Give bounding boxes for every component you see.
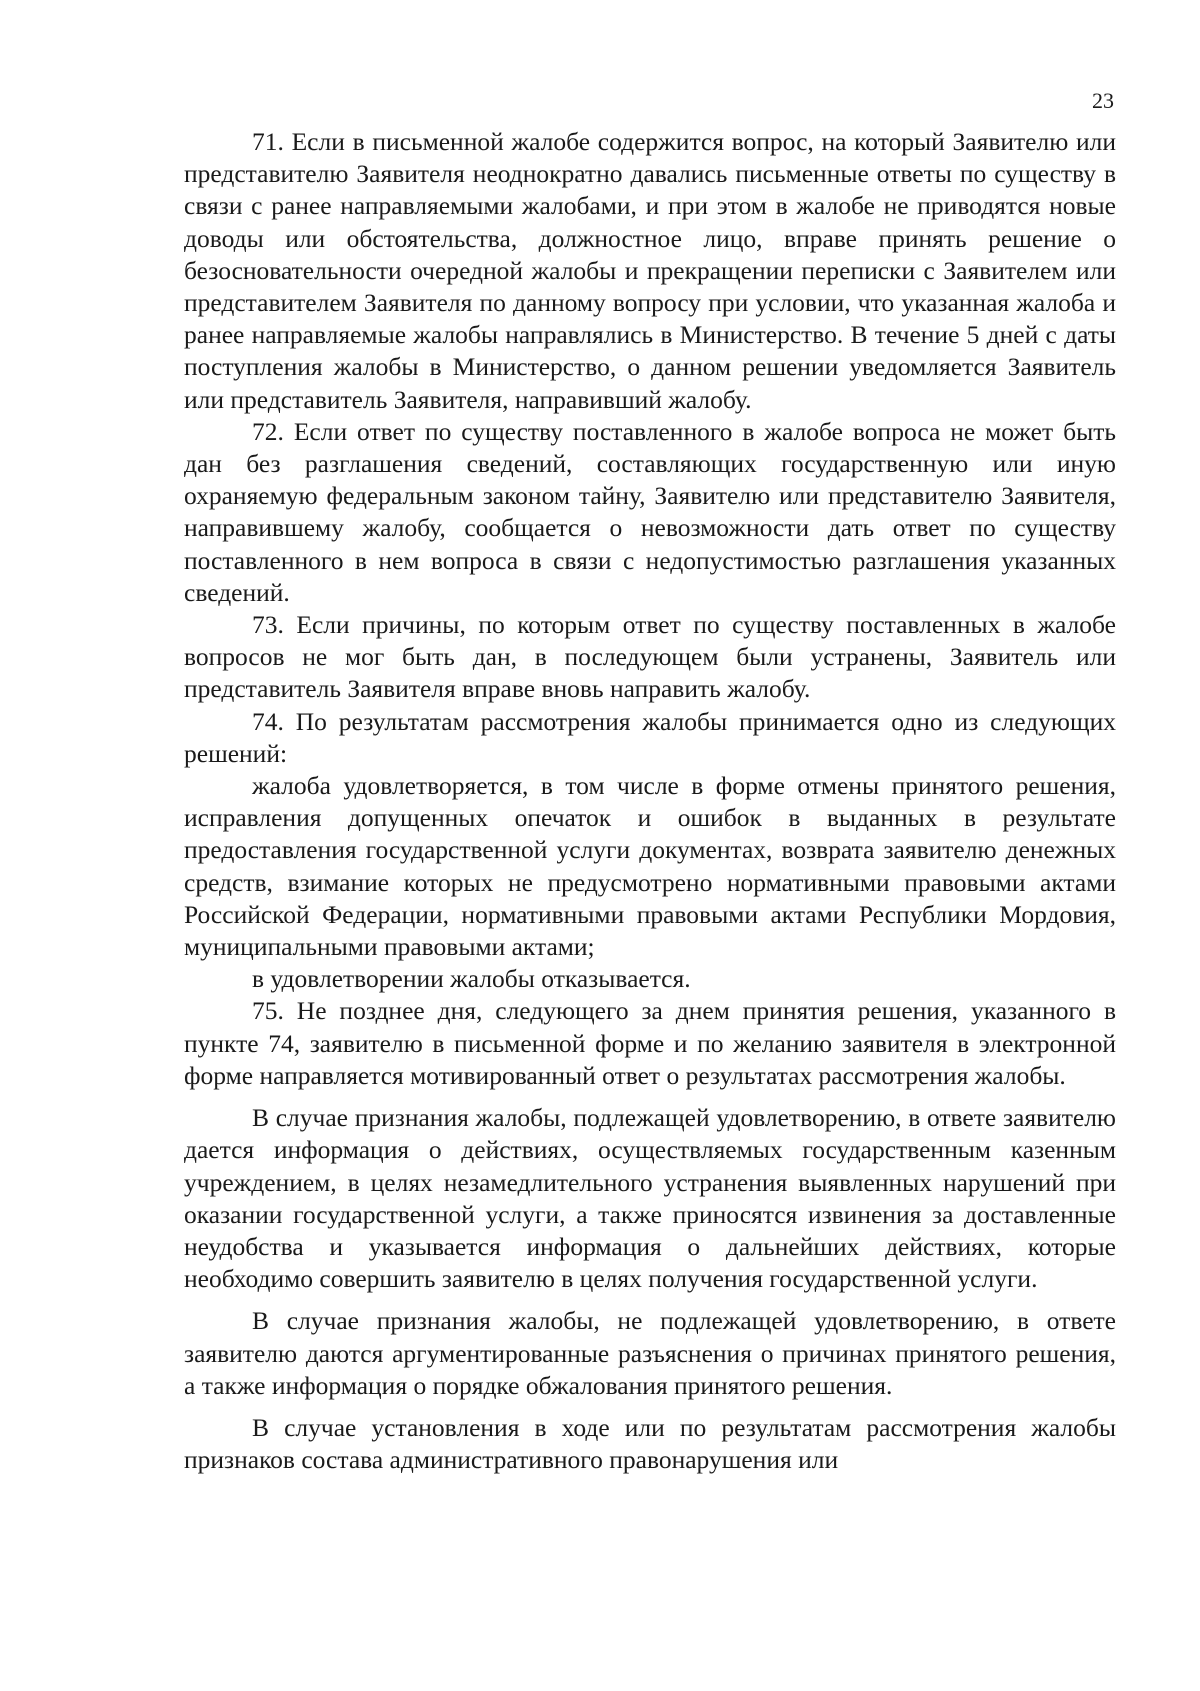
paragraph-violation-case: В случае установления в ходе или по результатам рассмотрения жалобы признаков состава административного правонарушения или [184, 1412, 1116, 1475]
paragraph-73: 73. Если причины, по которым ответ по существу поставленных в жалобе вопросов не мог быть дан, в последующем были устранены, Заявитель или представитель Заявителя вправе вновь направить жалобу. [184, 610, 1116, 704]
document-body [184, 126, 1116, 1476]
paragraph-74: 74. По результатам рассмотрения жалобы принимается одно из следующих решений: [184, 706, 1116, 768]
paragraph-satisfied-case: В случае признания жалобы, подлежащей удовлетворению, в ответе заявителю дается информация о действиях, осуществляемых государственным казенным учреждением, в целях незамедлительного устранения выявленных нарушений при оказании государственной услуги, а также приносятся извинения за доставленные неудобства и указывается информация о дальнейших действиях, которые необходимо совершить заявителю в целях получения государственной услуги. [184, 1103, 1116, 1294]
paragraph-72: 72. Если ответ по существу поставленного в жалобе вопроса не может быть дан без разглашения сведений, составляющих государственную или иную охраняемую федеральным законом тайну, Заявителю или представителю Заявителя, направившему жалобу, сообщается о невозможности дать ответ по существу поставленного в нем вопроса в связи с недопустимостью разглашения указанных сведений. [184, 416, 1116, 607]
paragraph-unsatisfied-case: В случае признания жалобы, не подлежащей удовлетворению, в ответе заявителю даются аргументированные разъяснения о причинах принятого решения, а также информация о порядке обжалования принятого решения. [184, 1306, 1116, 1400]
paragraph-74-decision-refuse: в удовлетворении жалобы отказывается. [252, 964, 691, 994]
page-number: 23 [1092, 88, 1114, 113]
paragraph-75: 75. Не позднее дня, следующего за днем принятия решения, указанного в пункте 74, заявителю в письменной форме и по желанию заявителя в электронной форме направляется мотивированный ответ о результатах рассмотрения жалобы. [184, 996, 1116, 1090]
paragraph-74-decision-satisfy: жалоба удовлетворяется, в том числе в форме отмены принятого решения, исправления допущенных опечаток и ошибок в выданных в результате предоставления государственной услуги документах, возврата заявителю денежных средств, взимание которых не предусмотрено нормативными правовыми актами Российской Федерации, нормативными правовыми актами Республики Мордовия, муниципальными правовыми актами; [184, 771, 1116, 962]
paragraph-71: 71. Если в письменной жалобе содержится вопрос, на который Заявителю или представителю Заявителя неоднократно давались письменные ответы по существу в связи с ранее направляемыми жалобами, и при этом в жалобе не приводятся новые доводы или обстоятельства, должностное лицо, вправе принять решение о безосновательности очередной жалобы и прекращении переписки с Заявителем или представителем Заявителя по данному вопросу при условии, что указанная жалоба и ранее направляемые жалобы направлялись в Министерство. В течение 5 дней с даты поступления жалобы в Министерство, о данном решении уведомляется Заявитель или представитель Заявителя, направивший жалобу. [184, 127, 1116, 414]
